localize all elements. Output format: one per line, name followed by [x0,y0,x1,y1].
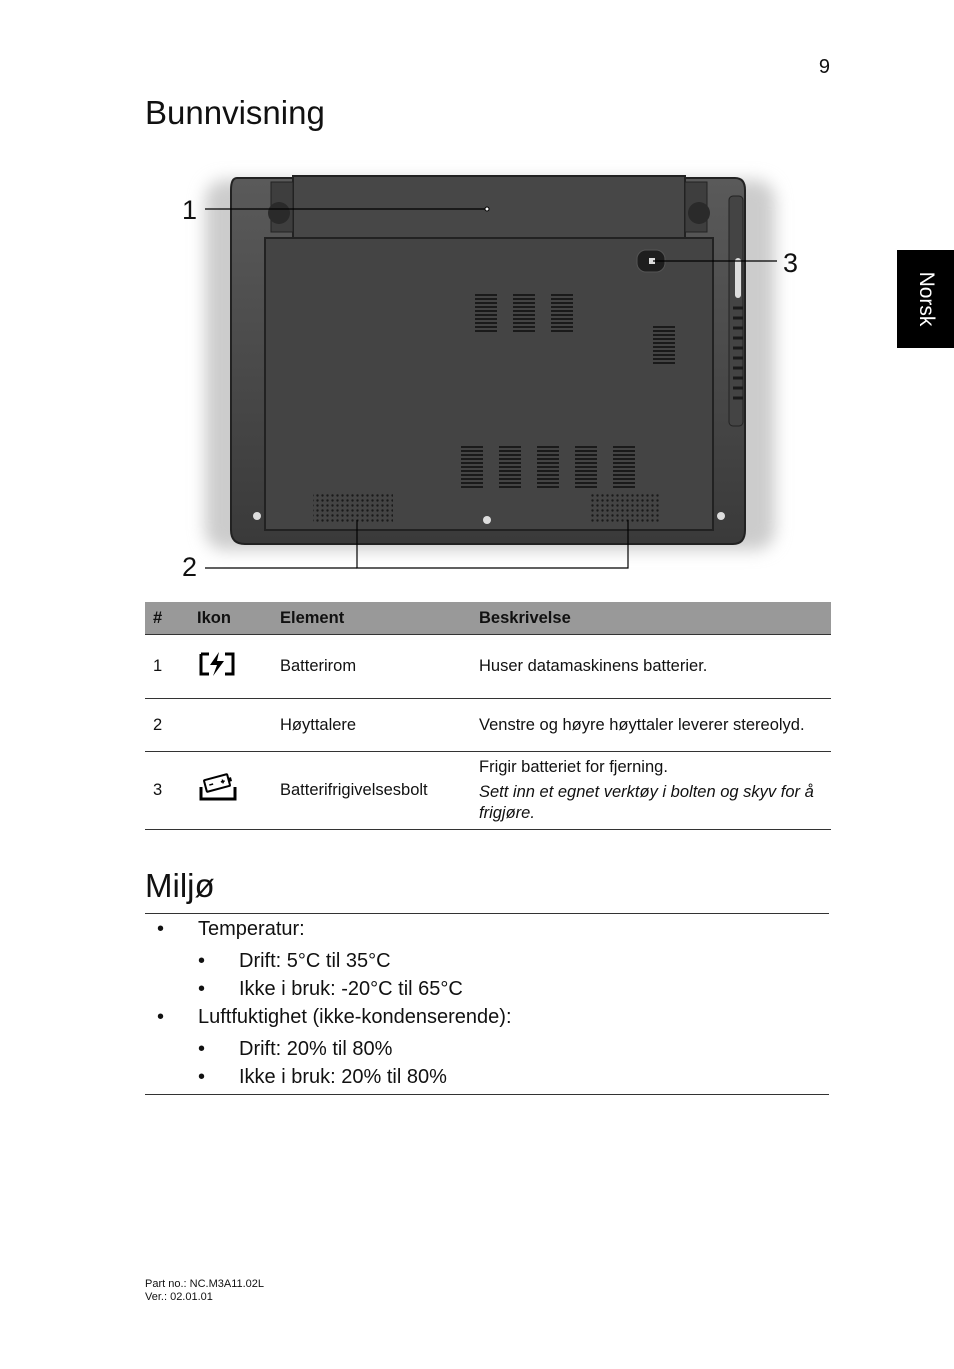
humidity-label: Luftfuktighet (ikke-kondenserende): [198,1006,512,1028]
page-number: 9 [818,56,830,78]
callout-2: 2 [182,552,198,582]
callout-3: 3 [783,248,799,278]
list-item: Ikke i bruk: -20°C til 65°C [239,978,463,1000]
row-number: 3 [145,752,189,830]
footer [145,1278,264,1304]
header-description: Beskrivelse [471,602,831,635]
row-number: 2 [145,699,189,752]
row-number: 1 [145,635,189,699]
bullet: • [198,1038,206,1060]
header-icon: Ikon [189,602,272,635]
list-item: Ikke i bruk: 20% til 80% [239,1066,447,1088]
battery-release-icon [189,752,272,830]
callout-1: 1 [182,195,198,225]
table-row [145,752,831,830]
bullet: • [198,950,206,972]
language-tab [897,250,954,348]
list-item: Drift: 5°C til 35°C [239,950,391,972]
row-note: Sett inn et egnet verktøy i bolten og skyv for å frigjøre. [479,783,814,822]
version: Ver.: 02.01.01 [145,1291,213,1303]
header-number: # [145,602,189,635]
table-row [145,635,831,699]
language-tab-label: Norsk [914,271,938,327]
bullet: • [198,978,206,1000]
row-element: Høyttalere [272,699,471,752]
row-description: Venstre og høyre høyttaler leverer stereolyd. [471,699,831,752]
row-description: Frigir batteriet for fjerning. [479,758,668,776]
bullet: • [157,1006,165,1028]
row-element: Batterifrigivelsesbolt [272,752,471,830]
table-header-row [145,602,831,635]
battery-bay-icon [189,635,272,699]
bullet: • [198,1066,206,1088]
temperature-label: Temperatur: [198,918,305,940]
bullet: • [157,918,165,940]
header-element: Element [272,602,471,635]
laptop-bottom-svg [145,158,805,578]
list-item: Drift: 20% til 80% [239,1038,393,1060]
table-row [145,699,831,752]
environment-list [145,913,829,1095]
section-title-bottom-view: Bunnvisning [145,94,325,131]
row-element: Batterirom [272,635,471,699]
section-title-environment: Miljø [145,867,215,904]
part-number: Part no.: NC.M3A11.02L [145,1278,265,1290]
row-description-cell [471,752,831,830]
row-icon-empty [189,699,272,752]
components-table [145,602,831,830]
row-description: Huser datamaskinens batterier. [471,635,831,699]
laptop-bottom-illustration [145,158,805,583]
